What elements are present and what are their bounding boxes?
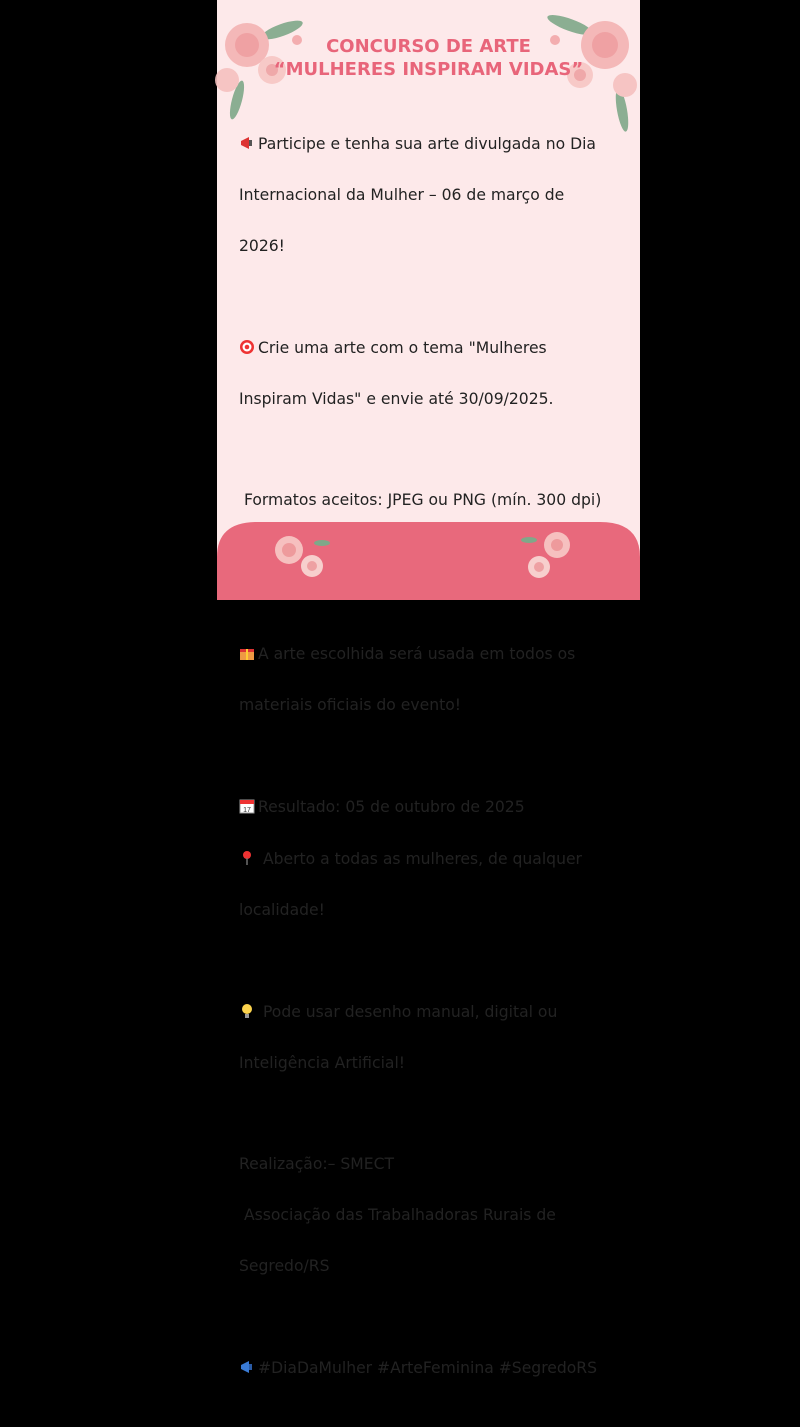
poster bbox=[217, 0, 640, 1377]
paragraph-hashtags bbox=[239, 1325, 639, 1411]
gift-icon bbox=[239, 645, 255, 661]
paragraph-participe bbox=[239, 101, 639, 289]
megaphone-icon bbox=[239, 135, 255, 151]
flower-decoration-bottom-right bbox=[517, 525, 587, 590]
paragraph-line: Participe e tenha sua arte divulgada no Dia bbox=[258, 135, 596, 153]
paragraph-tema bbox=[239, 305, 639, 442]
paragraph-resultado bbox=[239, 764, 639, 953]
paragraph-line: Internacional da Mulher – 06 de março de bbox=[239, 186, 565, 204]
poster-body bbox=[239, 101, 639, 1427]
paragraph-line: localidade! bbox=[239, 901, 325, 919]
pin-icon bbox=[239, 850, 255, 866]
paragraph-line: #DiaDaMulher #ArteFeminina #SegredoRS bbox=[258, 1359, 598, 1377]
paragraph-line: 2026! bbox=[239, 237, 285, 255]
svg-text:17: 17 bbox=[243, 807, 251, 814]
paragraph-line: Segredo/RS bbox=[239, 1257, 330, 1275]
megaphone-icon bbox=[239, 1359, 255, 1375]
paragraph-line: Crie uma arte com o tema "Mulheres bbox=[258, 339, 547, 357]
lightbulb-icon bbox=[239, 1003, 255, 1019]
target-icon bbox=[239, 339, 255, 355]
title-line-1: CONCURSO DE ARTE bbox=[326, 36, 531, 57]
paragraph-arte-escolhida bbox=[239, 611, 639, 748]
paragraph-desenho bbox=[239, 969, 639, 1106]
paragraph-line: Inspiram Vidas" e envie até 30/09/2025. bbox=[239, 390, 554, 408]
paragraph-line: Pode usar desenho manual, digital ou bbox=[258, 1003, 558, 1021]
paragraph-line: Associação das Trabalhadoras Rurais de bbox=[239, 1206, 556, 1224]
paragraph-line: Inteligência Artificial! bbox=[239, 1054, 406, 1072]
paragraph-line: Aberto a todas as mulheres, de qualquer bbox=[258, 850, 582, 868]
flower-decoration-bottom-left bbox=[267, 528, 337, 588]
paragraph-line: Resultado: 05 de outubro de 2025 bbox=[258, 798, 525, 816]
title-line-2: “MULHERES INSPIRAM VIDAS” bbox=[273, 59, 584, 80]
paragraph-line: materiais oficiais do evento! bbox=[239, 696, 462, 714]
calendar-icon bbox=[239, 798, 255, 814]
paragraph-line: Formatos aceitos: JPEG ou PNG (mín. 300 dpi) bbox=[239, 491, 602, 509]
paragraph-realizacao bbox=[239, 1122, 639, 1309]
paragraph-line: Realização:– SMECT bbox=[239, 1155, 394, 1173]
paragraph-line: A arte escolhida será usada em todos os bbox=[258, 645, 576, 663]
